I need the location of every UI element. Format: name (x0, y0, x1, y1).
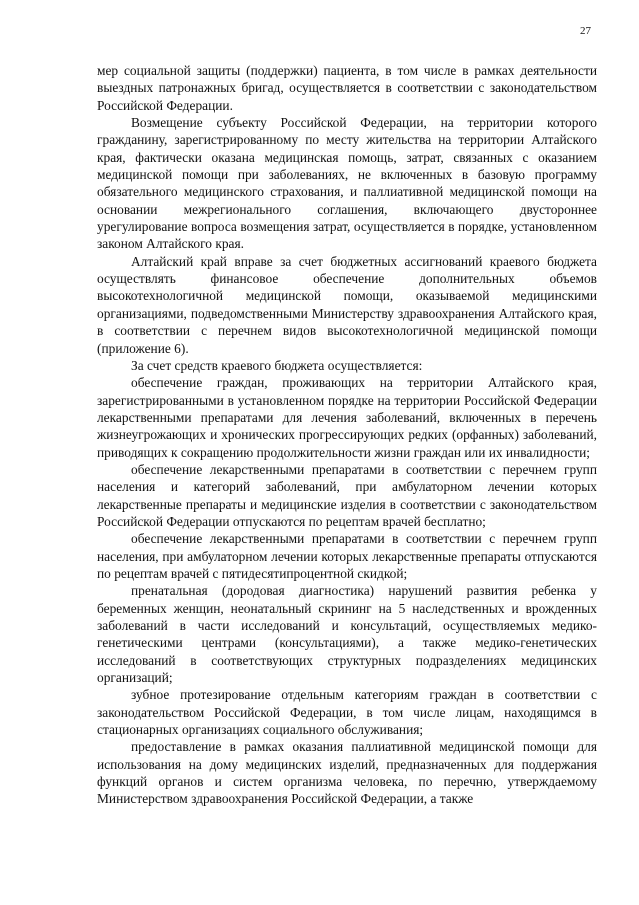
paragraph-continuation: мер социальной защиты (поддержки) пациента, в том числе в рамках деятельности выездных патронажных бригад, осуществляется в соответствии с законодательством Российской Федерации. (97, 63, 597, 113)
paragraph-free-drugs: обеспечение лекарственными препаратами в соответствии с перечнем групп населения и категорий заболеваний, при амбулаторном лечении которых лекарственные препараты и медицинские изделия в соответствии с законодательством Российской Федерации отпускаются по рецептам врачей бесплатно; (97, 461, 597, 529)
paragraph-prenatal-diagnostics: пренатальная (дородовая диагностика) нарушений развития ребенка у беременных женщин, неонатальный скрининг на 5 наследственных и врожденных заболеваний в части исследований и консультаций, осуществляемых медико-генетическими центрами (консультациями), а также медико-генетических исследований в соответствующих структурных подразделениях медицинских организаций; (97, 583, 597, 686)
paragraph-reimbursement: Возмещение субъекту Российской Федерации, на территории которого гражданину, зарегистрированному по месту жительства на территории Алтайского края, фактически оказана медицинская помощь, затрат, связанных с оказанием медицинской помощи при заболеваниях, не включенных в базовую программу обязательного медицинского страхования, и паллиативной медицинской помощи на основании межрегионального соглашения, включающего двустороннее урегулирование вопроса возмещения затрат, осуществляется в порядке, установленном законом Алтайского края. (97, 115, 597, 252)
paragraph-high-tech-care: Алтайский край вправе за счет бюджетных ассигнований краевого бюджета осуществлять финансовое обеспечение дополнительных объемов высокотехнологичной медицинской помощи, оказываемой медицинскими организациями, подведомственными Министерству здравоохранения Алтайского края, в соответствии с перечнем видов высокотехнологичной медицинской помощи (приложение 6). (97, 253, 597, 356)
paragraph-dental-prosthetics: зубное протезирование отдельным категориям граждан в соответствии с законодательством Российской Федерации, в том числе лицам, находящимся в стационарных организациях социального обслуживания; (97, 687, 597, 738)
paragraph-palliative-devices: предоставление в рамках оказания паллиативной медицинской помощи для использования на дому медицинских изделий, предназначенных для поддержания функций органов и систем организма человека, по перечню, утверждаемому Министерством здравоохранения Российской Федерации, а также (97, 739, 597, 807)
document-body (97, 62, 597, 808)
paragraph-orphan-diseases: обеспечение граждан, проживающих на территории Алтайского края, зарегистрированными в установленном порядке на территории Российской Федерации лекарственными препаратами для лечения заболеваний, включенных в перечень жизнеугрожающих и хронических прогрессирующих редких (орфанных) заболеваний, приводящих к сокращению продолжительности жизни граждан или их инвалидности; (97, 375, 597, 460)
page-number: 27 (580, 25, 591, 37)
paragraph-regional-budget-intro: За счет средств краевого бюджета осуществляется: (131, 357, 423, 373)
paragraph-discount-drugs: обеспечение лекарственными препаратами в соответствии с перечнем групп населения, при амбулаторном лечении которых лекарственные препараты отпускаются по рецептам врачей с пятидесятипроцентной скидкой; (97, 531, 597, 581)
